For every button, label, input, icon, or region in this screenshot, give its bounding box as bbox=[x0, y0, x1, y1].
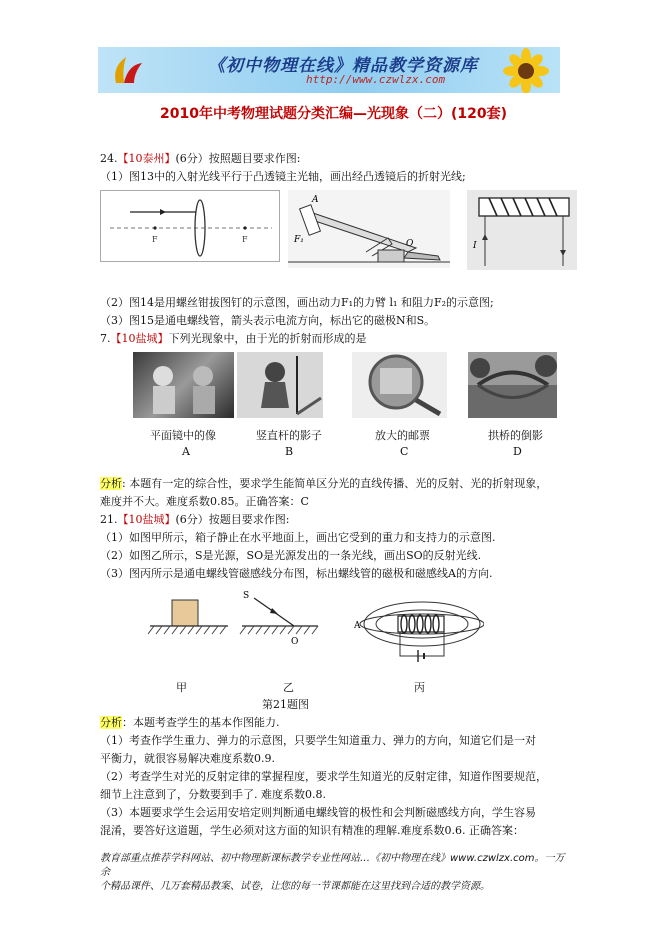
q7-analysis-line-2: 难度并不大。难度系数0.85。正确答案：C bbox=[100, 495, 309, 508]
pole-shadow-icon bbox=[237, 352, 323, 418]
option-B-letter: B bbox=[285, 445, 294, 458]
option-B-caption: 竖直杆的影子 bbox=[256, 429, 322, 442]
question-number: 21. bbox=[100, 513, 118, 526]
q7-analysis-line-1 bbox=[100, 477, 547, 491]
point-label-O: O bbox=[291, 637, 299, 647]
q21-analysis-line-4: （2）考查学生对光的反射定律的掌握程度，要求学生知道光的反射定律，知道作图要规范， bbox=[100, 770, 547, 783]
question-source: 【10盐城】 bbox=[110, 332, 169, 345]
banner-url: http://www.czwlzx.com bbox=[306, 73, 446, 86]
current-label-I: I bbox=[473, 241, 477, 251]
bridge-photo-icon bbox=[468, 352, 557, 418]
figure-caption-bing: 丙 bbox=[414, 681, 425, 694]
site-banner bbox=[98, 47, 560, 93]
magnifier-icon bbox=[352, 352, 447, 418]
figure-21-caption: 第21题图 bbox=[262, 698, 309, 711]
figure-caption-jia: 甲 bbox=[176, 681, 187, 694]
option-D-caption: 拱桥的倒影 bbox=[488, 429, 543, 442]
figure-21-b-reflection bbox=[238, 588, 320, 648]
option-C-caption: 放大的邮票 bbox=[375, 429, 430, 442]
mirror-photo-icon bbox=[133, 352, 234, 418]
sunflower-icon bbox=[496, 47, 556, 93]
photo-pole-shadow bbox=[237, 352, 323, 418]
question-24-part-1: （1）图13中的入射光线平行于凸透镜主光轴，画出经凸透镜后的折射光线; bbox=[100, 170, 466, 183]
field-line-label-A: A bbox=[354, 621, 361, 631]
photo-magnified-stamp bbox=[352, 352, 447, 418]
focus-label-right: F bbox=[242, 235, 248, 244]
figure-21-c-field-lines bbox=[352, 598, 484, 664]
q21-analysis-line-7: 混淆，要答好这道题，学生必须对这方面的知识有精准的理解.难度系数0.6. 正确答案： bbox=[100, 824, 524, 837]
question-24-part-2: （2）图14是用螺丝钳拔图钉的示意图，画出动力F₁的力臂 l₁ 和阻力F₂的示意图; bbox=[100, 296, 494, 309]
document-title: 2010年中考物理试题分类汇编—光现象（二）(120套) bbox=[160, 106, 507, 122]
question-21-part-2: （2）如图乙所示，S是光源，SO是光源发出的一条光线，画出SO的反射光线. bbox=[100, 549, 482, 562]
q21-analysis-line-5: 细节上注意到了，分数要到手了. 难度系数0.8. bbox=[100, 788, 326, 801]
figure-14-pliers bbox=[288, 190, 450, 268]
question-21-part-3: （3）图丙所示是通电螺线管磁感线分布图，标出螺线管的磁极和磁感线A的方向. bbox=[100, 567, 493, 580]
analysis-label: 分析 bbox=[100, 716, 122, 729]
q21-analysis-line-2: （1）考查作学生重力、弹力的示意图，只要学生知道重力、弹力的方向，知道它们是一对 bbox=[100, 734, 536, 747]
point-label-A: A bbox=[312, 195, 319, 205]
figure-21-a-box bbox=[148, 596, 230, 640]
force-label-F1: F₁ bbox=[294, 235, 304, 245]
question-21-part-1: （1）如图甲所示，箱子静止在水平地面上，画出它受到的重力和支持力的示意图. bbox=[100, 531, 496, 544]
banner-title: 《初中物理在线》精品教学资源库 bbox=[208, 56, 478, 76]
analysis-label: 分析 bbox=[100, 477, 122, 490]
option-D-letter: D bbox=[513, 445, 522, 458]
source-label-S: S bbox=[243, 591, 250, 601]
page-footer bbox=[100, 852, 570, 894]
analysis-text: : 本题有一定的综合性，要求学生能简单区分光的直线传播、光的反射、光的折射现象， bbox=[122, 477, 548, 490]
figure-13-lens bbox=[100, 190, 280, 262]
q21-analysis-line-6: （3）本题要求学生会运用安培定则判断通电螺线管的极性和会判断磁感线方向，学生容易 bbox=[100, 806, 536, 819]
question-number: 7. bbox=[100, 332, 111, 345]
figure-caption-yi: 乙 bbox=[283, 681, 294, 694]
pivot-label-O: O bbox=[406, 239, 414, 249]
site-logo-icon bbox=[108, 53, 148, 87]
option-C-letter: C bbox=[400, 445, 409, 458]
option-A-letter: A bbox=[182, 445, 190, 458]
analysis-text: ：本题考查学生的基本作图能力. bbox=[122, 716, 280, 729]
footer-line-1: 教育部重点推荐学科网站、初中物理新课标教学专业性网站…《初中物理在线》www.czwlzx.com。一万余 bbox=[100, 853, 565, 878]
footer-line-2: 个精品课件、几万套精品教案、试卷，让您的每一节课都能在这里找到合适的教学资源。 bbox=[100, 881, 490, 892]
figure-15-solenoid bbox=[467, 190, 577, 270]
question-24-part-3: （3）图15是通电螺线管，箭头表示电流方向，标出它的磁极N和S。 bbox=[100, 314, 436, 327]
option-A-caption: 平面镜中的像 bbox=[150, 429, 216, 442]
focus-label-left: F bbox=[152, 235, 158, 244]
question-number: 24. bbox=[100, 152, 118, 165]
question-24-header bbox=[100, 152, 301, 166]
photo-mirror-image bbox=[133, 352, 234, 418]
question-source: 【10盐城】 bbox=[117, 513, 176, 526]
question-21-header bbox=[100, 513, 290, 527]
question-stem: (6分）按照题目要求作图: bbox=[175, 152, 301, 165]
question-source: 【10泰州】 bbox=[117, 152, 176, 165]
question-7-header bbox=[100, 332, 367, 346]
q21-analysis-line-1 bbox=[100, 716, 280, 730]
q21-analysis-line-3: 平衡力，就很容易解决难度系数0.9. bbox=[100, 752, 275, 765]
photo-bridge-reflection bbox=[468, 352, 557, 418]
question-stem: 下列光现象中，由于光的折射而形成的是 bbox=[168, 332, 367, 345]
question-stem: (6分）按题目要求作图: bbox=[175, 513, 290, 526]
